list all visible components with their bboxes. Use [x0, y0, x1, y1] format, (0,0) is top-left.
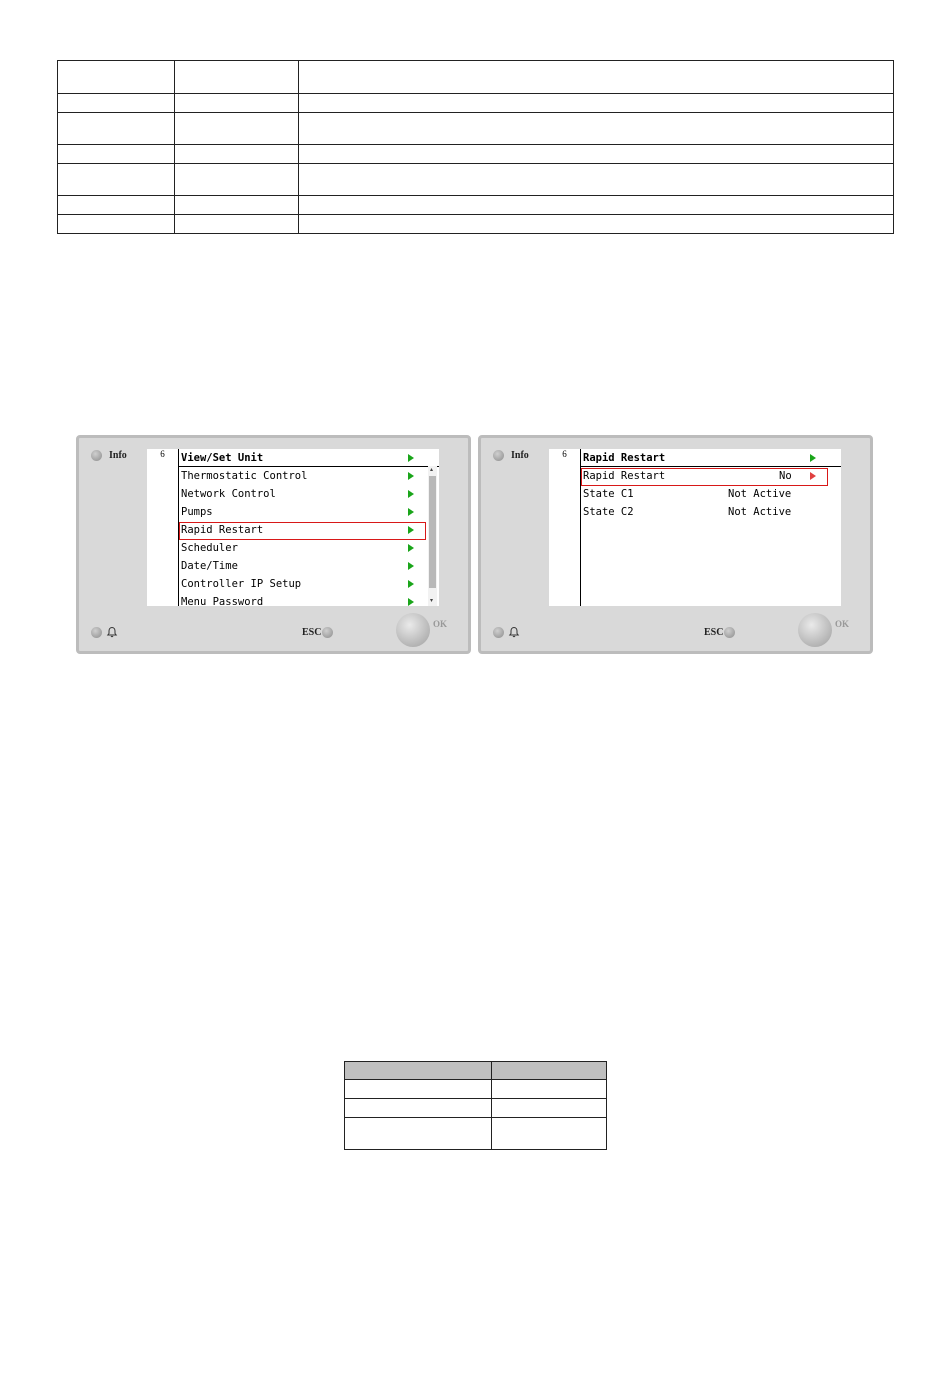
param-label-state-c2: State C2	[583, 506, 634, 518]
table-cell	[299, 113, 894, 145]
scroll-up-icon[interactable]: ▴	[430, 467, 434, 473]
arrow-right-icon	[408, 508, 414, 516]
esc-button[interactable]	[724, 627, 735, 638]
table-cell	[175, 94, 299, 113]
menu-title: Rapid Restart	[583, 452, 666, 464]
table-cell	[492, 1118, 607, 1150]
table-cell	[175, 61, 299, 94]
table-cell	[175, 113, 299, 145]
table-cell	[345, 1080, 492, 1099]
menu-item-menu-password[interactable]: Menu Password	[181, 596, 264, 606]
scrollbar[interactable]	[428, 466, 437, 606]
table-cell	[299, 164, 894, 196]
info-label: Info	[511, 450, 529, 461]
alarm-led[interactable]	[493, 627, 504, 638]
table-cell	[299, 94, 894, 113]
param-value-state-c2: Not Active	[728, 506, 792, 518]
alarm-led[interactable]	[91, 627, 102, 638]
table-cell	[299, 145, 894, 164]
arrow-right-icon	[408, 454, 414, 462]
table-cell	[58, 61, 175, 94]
table-cell	[175, 145, 299, 164]
param-label-rapid-restart[interactable]: Rapid Restart	[583, 470, 666, 482]
table-cell	[58, 94, 175, 113]
param-value-state-c1: Not Active	[728, 488, 792, 500]
table-cell	[175, 196, 299, 215]
arrow-right-icon	[408, 562, 414, 570]
ok-label: OK	[433, 619, 448, 629]
arrow-right-icon	[408, 580, 414, 588]
menu-item-scheduler[interactable]: Scheduler	[181, 542, 238, 554]
menu-item-controller-ip-setup[interactable]: Controller IP Setup	[181, 578, 302, 590]
arrow-right-icon	[408, 598, 414, 606]
table-cell	[345, 1118, 492, 1150]
table-header-cell	[345, 1062, 492, 1080]
menu-title: View/Set Unit	[181, 452, 264, 464]
table-cell	[58, 113, 175, 145]
ok-knob[interactable]	[396, 613, 430, 647]
param-label-state-c1: State C1	[583, 488, 634, 500]
scroll-thumb[interactable]	[429, 476, 436, 588]
table-cell	[58, 164, 175, 196]
top-table	[57, 60, 894, 234]
screen-number: 6	[562, 449, 567, 459]
table-header-cell	[492, 1062, 607, 1080]
bell-icon	[508, 626, 520, 638]
table-cell	[58, 145, 175, 164]
arrow-right-icon	[810, 454, 816, 462]
table-cell	[299, 215, 894, 234]
scroll-down-icon[interactable]: ▾	[430, 598, 434, 604]
controller-panel-left	[76, 435, 471, 654]
info-label: Info	[109, 450, 127, 461]
table-cell	[492, 1099, 607, 1118]
esc-label: ESC	[704, 627, 724, 638]
table-cell	[175, 164, 299, 196]
selection-highlight	[581, 468, 828, 486]
bell-icon	[106, 626, 118, 638]
menu-item-thermostatic-control[interactable]: Thermostatic Control	[181, 470, 308, 482]
screen-number: 6	[160, 449, 165, 459]
ok-label: OK	[835, 619, 850, 629]
esc-button[interactable]	[322, 627, 333, 638]
arrow-right-icon	[408, 490, 414, 498]
arrow-right-icon	[408, 472, 414, 480]
table-cell	[58, 215, 175, 234]
controller-panel-right	[478, 435, 873, 654]
param-value-rapid-restart[interactable]: No	[779, 470, 792, 482]
arrow-right-icon	[408, 544, 414, 552]
table-cell	[492, 1080, 607, 1099]
lcd-screen	[549, 449, 841, 606]
menu-item-rapid-restart[interactable]: Rapid Restart	[181, 524, 264, 536]
info-led[interactable]	[493, 450, 504, 461]
table-cell	[299, 196, 894, 215]
esc-label: ESC	[302, 627, 322, 638]
menu-item-date-time[interactable]: Date/Time	[181, 560, 238, 572]
selection-highlight	[179, 522, 426, 540]
lcd-screen	[147, 449, 439, 606]
ok-knob[interactable]	[798, 613, 832, 647]
table-cell	[345, 1099, 492, 1118]
info-led[interactable]	[91, 450, 102, 461]
table-cell	[175, 215, 299, 234]
menu-item-network-control[interactable]: Network Control	[181, 488, 276, 500]
table-cell	[299, 61, 894, 94]
menu-item-pumps[interactable]: Pumps	[181, 506, 213, 518]
bottom-table	[344, 1061, 607, 1150]
table-cell	[58, 196, 175, 215]
